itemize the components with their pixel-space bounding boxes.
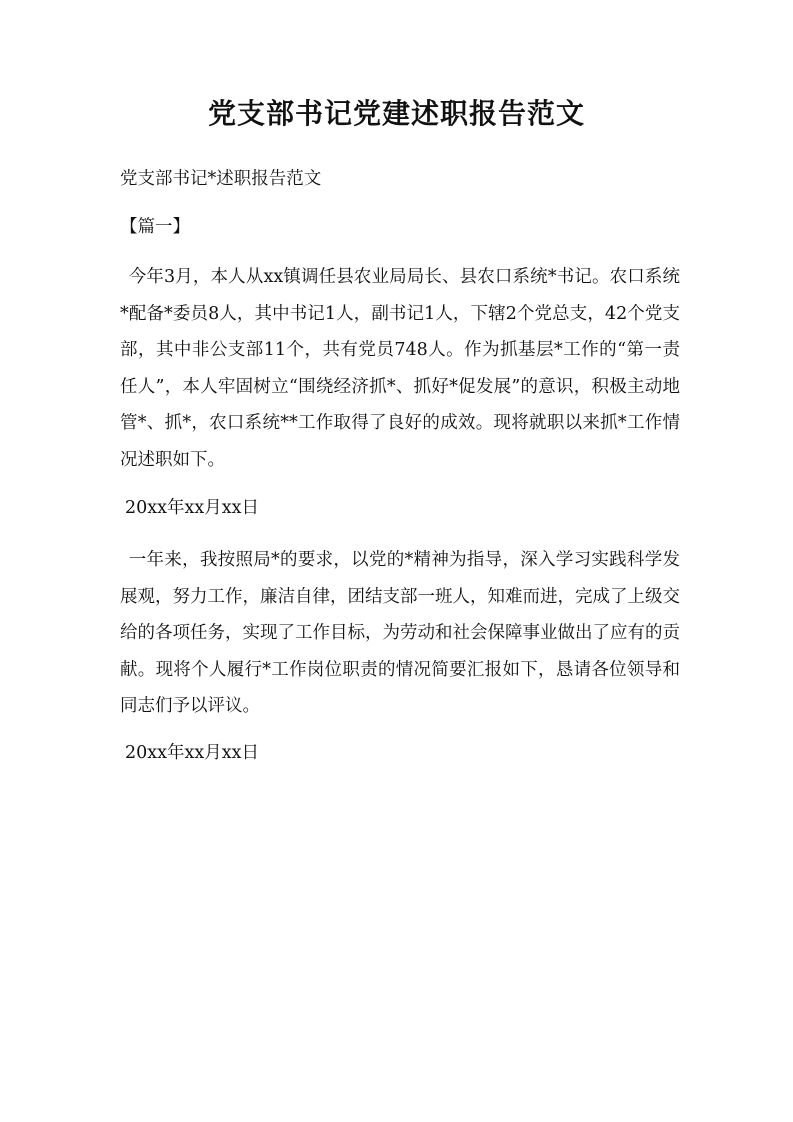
- date-line-1: 20xx年xx月xx日: [125, 498, 259, 518]
- paragraph-1: 今年3月，本人从xx镇调任县农业局局长、县农口系统*书记。农口系统*配备*委员8人，其中书记1人，副书记1人，下辖2个党总支，42个党支部，其中非公支部11个，共有党员748人。作为抓基层*工作的“第一责任人”，本人牢固树立“围绕经济抓*、抓好*促发展”的意识，积极主动地管*、抓*，农口系统**工作取得了良好的成效。现将就职以来抓*工作情况述职如下。: [120, 267, 680, 470]
- date-line-2: 20xx年xx月xx日: [125, 743, 259, 763]
- document-subtitle: 党支部书记*述职报告范文: [120, 169, 322, 189]
- paragraph-2: 一年来，我按照局*的要求，以党的*精神为指导，深入学习实践科学发展观，努力工作，廉洁自律，团结支部一班人，知难而进，完成了上级交给的各项任务，实现了工作目标，为劳动和社会保障事业做出了应有的贡献。现将个人履行*工作岗位职责的情况简要汇报如下，恳请各位领导和同志们予以评议。: [120, 550, 680, 717]
- document-title: 党支部书记党建述职报告范文: [207, 97, 585, 130]
- section-label: 【篇一】: [120, 217, 190, 237]
